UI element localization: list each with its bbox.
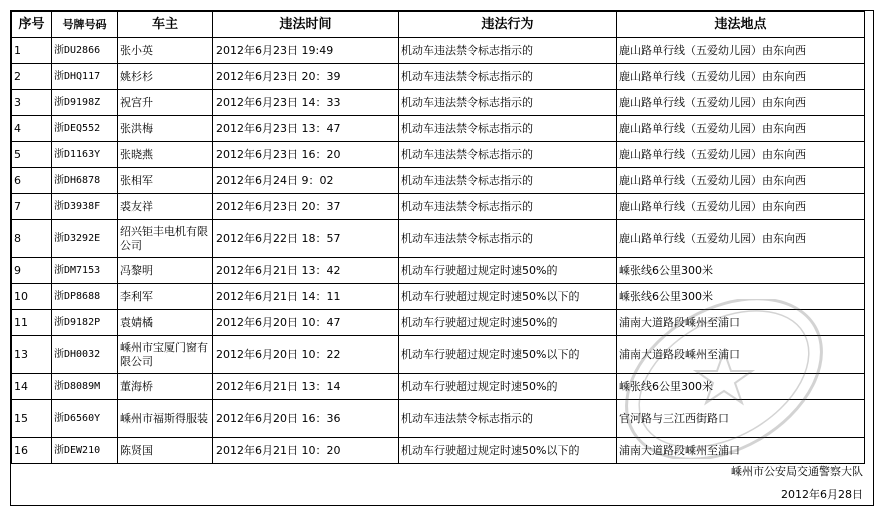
- table-row: [12, 284, 865, 310]
- table-row: [12, 438, 865, 464]
- cell-owner: 裘友祥: [118, 194, 213, 220]
- cell-location: 鹿山路单行线（五爱幼儿园）由东向西: [617, 116, 865, 142]
- cell-time: 2012年6月21日 13：14: [213, 374, 399, 400]
- cell-seq: 10: [12, 284, 52, 310]
- cell-behavior: 机动车行驶超过规定时速50%的: [399, 258, 617, 284]
- cell-time: 2012年6月22日 18：57: [213, 220, 399, 258]
- cell-time: 2012年6月20日 10：22: [213, 336, 399, 374]
- cell-location: 官河路与三江西街路口: [617, 400, 865, 438]
- cell-behavior: 机动车违法禁令标志指示的: [399, 400, 617, 438]
- cell-behavior: 机动车违法禁令标志指示的: [399, 90, 617, 116]
- cell-behavior: 机动车违法禁令标志指示的: [399, 64, 617, 90]
- header-seq: 序号: [12, 12, 52, 38]
- cell-plate: 浙D3938F: [52, 194, 118, 220]
- cell-seq: 16: [12, 438, 52, 464]
- cell-time: 2012年6月23日 20：37: [213, 194, 399, 220]
- cell-plate: 浙D6560Y: [52, 400, 118, 438]
- cell-plate: 浙DEW210: [52, 438, 118, 464]
- cell-seq: 11: [12, 310, 52, 336]
- cell-time: 2012年6月23日 20：39: [213, 64, 399, 90]
- document-frame: [10, 10, 874, 506]
- cell-behavior: 机动车行驶超过规定时速50%以下的: [399, 284, 617, 310]
- cell-location: 嵊张线6公里300米: [617, 374, 865, 400]
- cell-plate: 浙DU2866: [52, 38, 118, 64]
- cell-seq: 13: [12, 336, 52, 374]
- cell-location: 浦南大道路段嵊州至浦口: [617, 438, 865, 464]
- cell-behavior: 机动车违法禁令标志指示的: [399, 38, 617, 64]
- cell-plate: 浙D1163Y: [52, 142, 118, 168]
- violations-table: [11, 11, 865, 464]
- table-row: [12, 168, 865, 194]
- cell-time: 2012年6月21日 10：20: [213, 438, 399, 464]
- cell-seq: 3: [12, 90, 52, 116]
- table-row: [12, 336, 865, 374]
- cell-plate: 浙DH6878: [52, 168, 118, 194]
- cell-seq: 1: [12, 38, 52, 64]
- issuing-organization: 嵊州市公安局交通警察大队: [731, 465, 863, 478]
- cell-location: 浦南大道路段嵊州至浦口: [617, 336, 865, 374]
- table-row: [12, 194, 865, 220]
- cell-time: 2012年6月23日 16：20: [213, 142, 399, 168]
- cell-behavior: 机动车行驶超过规定时速50%以下的: [399, 438, 617, 464]
- cell-seq: 7: [12, 194, 52, 220]
- cell-owner: 冯黎明: [118, 258, 213, 284]
- cell-location: 鹿山路单行线（五爱幼儿园）由东向西: [617, 220, 865, 258]
- table-row: [12, 142, 865, 168]
- cell-seq: 8: [12, 220, 52, 258]
- header-location: 违法地点: [617, 12, 865, 38]
- cell-behavior: 机动车行驶超过规定时速50%以下的: [399, 336, 617, 374]
- cell-behavior: 机动车违法禁令标志指示的: [399, 194, 617, 220]
- cell-owner: 嵊州市宝厦门窗有限公司: [118, 336, 213, 374]
- cell-owner: 李利军: [118, 284, 213, 310]
- cell-time: 2012年6月23日 19:49: [213, 38, 399, 64]
- cell-seq: 2: [12, 64, 52, 90]
- cell-plate: 浙DHQ117: [52, 64, 118, 90]
- table-row: [12, 38, 865, 64]
- cell-seq: 15: [12, 400, 52, 438]
- cell-time: 2012年6月24日 9：02: [213, 168, 399, 194]
- table-row: [12, 374, 865, 400]
- cell-behavior: 机动车行驶超过规定时速50%的: [399, 374, 617, 400]
- cell-seq: 14: [12, 374, 52, 400]
- cell-owner: 姚杉杉: [118, 64, 213, 90]
- table-row: [12, 116, 865, 142]
- header-owner: 车主: [118, 12, 213, 38]
- cell-seq: 6: [12, 168, 52, 194]
- cell-time: 2012年6月21日 14：11: [213, 284, 399, 310]
- cell-location: 鹿山路单行线（五爱幼儿园）由东向西: [617, 90, 865, 116]
- cell-plate: 浙D8089M: [52, 374, 118, 400]
- table-row: [12, 258, 865, 284]
- cell-time: 2012年6月23日 14：33: [213, 90, 399, 116]
- cell-time: 2012年6月20日 10：47: [213, 310, 399, 336]
- cell-owner: 袁婧橘: [118, 310, 213, 336]
- table-row: [12, 310, 865, 336]
- cell-location: 嵊张线6公里300米: [617, 258, 865, 284]
- cell-owner: 董海桥: [118, 374, 213, 400]
- cell-behavior: 机动车违法禁令标志指示的: [399, 220, 617, 258]
- cell-plate: 浙DH0032: [52, 336, 118, 374]
- table-row: [12, 90, 865, 116]
- cell-plate: 浙DM7153: [52, 258, 118, 284]
- cell-seq: 4: [12, 116, 52, 142]
- cell-time: 2012年6月20日 16：36: [213, 400, 399, 438]
- cell-location: 鹿山路单行线（五爱幼儿园）由东向西: [617, 64, 865, 90]
- cell-plate: 浙D3292E: [52, 220, 118, 258]
- cell-location: 鹿山路单行线（五爱幼儿园）由东向西: [617, 194, 865, 220]
- cell-plate: 浙D9182P: [52, 310, 118, 336]
- cell-behavior: 机动车行驶超过规定时速50%的: [399, 310, 617, 336]
- cell-owner: 张小英: [118, 38, 213, 64]
- cell-plate: 浙DP8688: [52, 284, 118, 310]
- cell-owner: 嵊州市福斯得服装: [118, 400, 213, 438]
- cell-location: 嵊张线6公里300米: [617, 284, 865, 310]
- cell-behavior: 机动车违法禁令标志指示的: [399, 168, 617, 194]
- cell-location: 鹿山路单行线（五爱幼儿园）由东向西: [617, 38, 865, 64]
- cell-location: 鹿山路单行线（五爱幼儿园）由东向西: [617, 142, 865, 168]
- cell-owner: 陈贤国: [118, 438, 213, 464]
- cell-plate: 浙D9198Z: [52, 90, 118, 116]
- cell-seq: 9: [12, 258, 52, 284]
- cell-plate: 浙DEQ552: [52, 116, 118, 142]
- cell-behavior: 机动车违法禁令标志指示的: [399, 142, 617, 168]
- cell-owner: 张相军: [118, 168, 213, 194]
- cell-location: 浦南大道路段嵊州至浦口: [617, 310, 865, 336]
- cell-owner: 张洪梅: [118, 116, 213, 142]
- cell-owner: 张晓燕: [118, 142, 213, 168]
- cell-owner: 祝宫升: [118, 90, 213, 116]
- cell-time: 2012年6月21日 13：42: [213, 258, 399, 284]
- header-time: 违法时间: [213, 12, 399, 38]
- table-row: [12, 220, 865, 258]
- cell-location: 鹿山路单行线（五爱幼儿园）由东向西: [617, 168, 865, 194]
- issue-date: 2012年6月28日: [781, 488, 863, 501]
- table-row: [12, 64, 865, 90]
- header-plate: 号牌号码: [52, 12, 118, 38]
- cell-time: 2012年6月23日 13：47: [213, 116, 399, 142]
- cell-owner: 绍兴钜丰电机有限公司: [118, 220, 213, 258]
- header-row: [12, 12, 865, 38]
- cell-seq: 5: [12, 142, 52, 168]
- header-behavior: 违法行为: [399, 12, 617, 38]
- table-row: [12, 400, 865, 438]
- cell-behavior: 机动车违法禁令标志指示的: [399, 116, 617, 142]
